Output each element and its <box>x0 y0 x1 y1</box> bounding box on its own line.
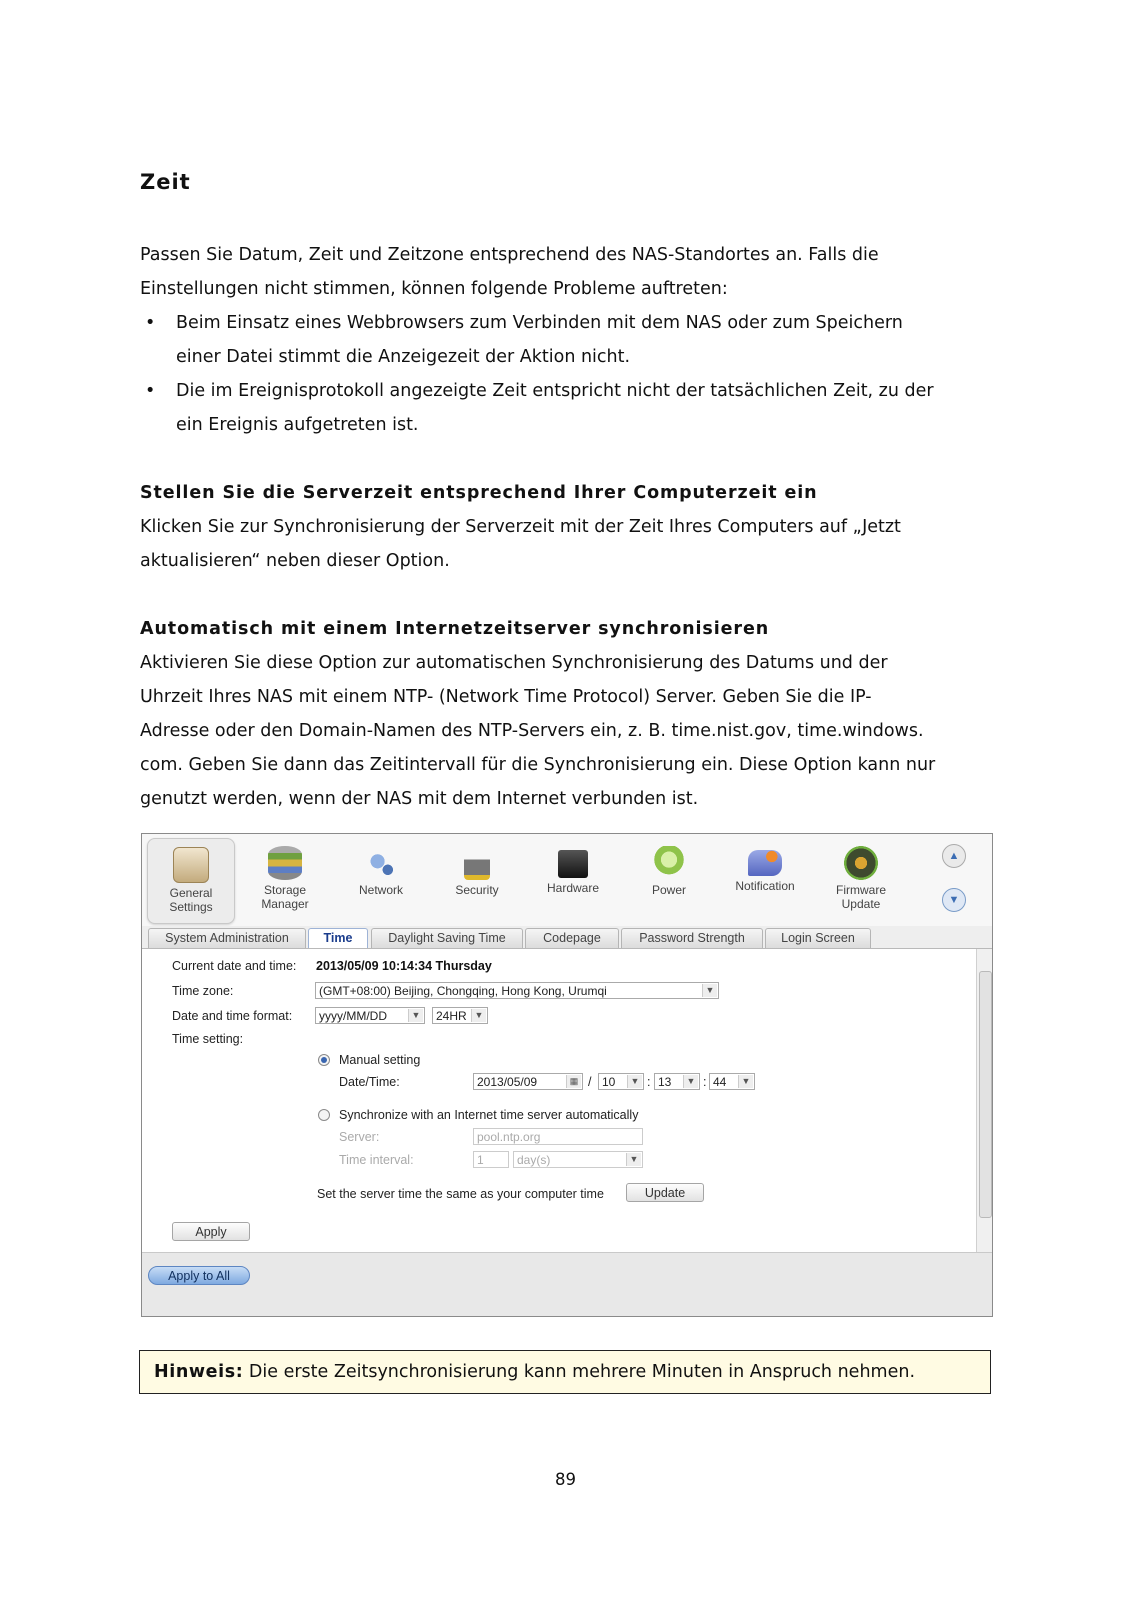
power-button[interactable] <box>626 838 712 922</box>
section-computer-time <box>140 476 992 578</box>
intro-paragraph <box>140 238 992 442</box>
second-select[interactable] <box>709 1073 755 1090</box>
section-line: Adresse oder den Domain-Namen des NTP-Servers ein, z. B. time.nist.gov, time.windows. <box>140 721 924 741</box>
timezone-value: (GMT+08:00) Beijing, Chongqing, Hong Kong, Urumqi <box>319 984 607 998</box>
apply-button[interactable]: Apply <box>172 1222 250 1241</box>
tab-login-screen[interactable]: Login Screen <box>765 928 871 948</box>
chevron-down-icon: ▼ <box>408 1009 423 1022</box>
time-setting-label: Time setting: <box>172 1032 244 1046</box>
apply-to-all-button[interactable]: Apply to All <box>148 1266 250 1285</box>
icon-label: Network <box>358 883 403 897</box>
separator: / <box>588 1075 592 1089</box>
scrollbar-thumb[interactable] <box>979 971 992 1218</box>
timezone-select[interactable] <box>315 982 719 999</box>
icon-label: General <box>169 886 213 900</box>
form-scrollbar[interactable] <box>976 949 993 1252</box>
server-label: Server: <box>339 1130 380 1144</box>
section-line: aktualisieren“ neben dieser Option. <box>140 551 450 571</box>
time-settings-screenshot <box>141 833 993 1317</box>
icon-label: Storage <box>263 883 307 897</box>
list-item-line: einer Datei stimmt die Anzeigezeit der Aktion nicht. <box>176 347 631 367</box>
chevron-down-icon: ▼ <box>626 1153 641 1166</box>
general-settings-icon <box>173 847 209 883</box>
interval-unit-value: day(s) <box>517 1153 551 1167</box>
tab-system-administration[interactable]: System Administration <box>148 928 306 948</box>
list-item-line: ein Ereignis aufgetreten ist. <box>176 415 419 435</box>
section-line: genutzt werden, wenn der NAS mit dem Internet verbunden ist. <box>140 789 699 809</box>
note-text: Die erste Zeitsynchronisierung kann mehrere Minuten in Anspruch nehmen. <box>243 1362 916 1382</box>
hour-select[interactable] <box>598 1073 644 1090</box>
note-label: Hinweis: <box>154 1362 244 1382</box>
notification-button[interactable] <box>722 838 808 922</box>
interval-input[interactable] <box>473 1151 509 1168</box>
page-title: Zeit <box>140 170 191 194</box>
chevron-down-icon: ▼ <box>948 894 960 906</box>
list-item-line: Beim Einsatz eines Webbrowsers zum Verbinden mit dem NAS oder zum Speichern <box>176 313 903 333</box>
hour-value: 10 <box>602 1075 616 1089</box>
icon-label: Security <box>455 883 499 897</box>
icon-label: Hardware <box>546 881 600 895</box>
icon-label: Notification <box>735 879 795 893</box>
note-box <box>139 1350 991 1394</box>
chevron-down-icon: ▼ <box>471 1009 486 1022</box>
timezone-label: Time zone: <box>172 984 234 998</box>
separator: : <box>647 1075 651 1089</box>
icon-label: Settings <box>169 900 213 914</box>
page-number: 89 <box>555 1470 576 1489</box>
update-button[interactable]: Update <box>626 1183 704 1202</box>
interval-label: Time interval: <box>339 1153 414 1167</box>
date-value: 2013/05/09 <box>477 1075 538 1089</box>
datetime-label: Date/Time: <box>339 1075 400 1089</box>
second-value: 44 <box>713 1075 727 1089</box>
intro-line: Einstellungen nicht stimmen, können folgende Probleme auftreten: <box>140 279 728 299</box>
network-button[interactable] <box>338 838 424 922</box>
section-heading: Stellen Sie die Serverzeit entsprechend Ihrer Computerzeit ein <box>140 483 818 503</box>
icon-label: Manager <box>261 897 309 911</box>
section-line: com. Geben Sie dann das Zeitintervall für die Synchronisierung ein. Diese Option kann nur <box>140 755 936 775</box>
tab-password-strength[interactable]: Password Strength <box>621 928 763 948</box>
interval-unit-select[interactable] <box>513 1151 643 1168</box>
chevron-down-icon: ▼ <box>738 1075 753 1088</box>
panel-footer <box>142 1252 992 1317</box>
time-format-value: 24HR <box>436 1009 467 1023</box>
separator: : <box>703 1075 707 1089</box>
sync-ntp-radio[interactable] <box>318 1109 330 1121</box>
icon-label: Update <box>841 897 881 911</box>
date-format-select[interactable] <box>315 1007 425 1024</box>
problem-list <box>140 306 992 442</box>
intro-line: Passen Sie Datum, Zeit und Zeitzone entsprechend des NAS-Standortes an. Falls die <box>140 245 879 265</box>
chevron-down-icon: ▼ <box>683 1075 698 1088</box>
chevron-down-icon: ▼ <box>702 984 717 997</box>
icon-label: Power <box>651 883 686 897</box>
icon-label: Firmware <box>836 883 886 897</box>
minute-value: 13 <box>658 1075 672 1089</box>
tab-time[interactable]: Time <box>308 928 368 948</box>
tab-daylight-saving-time[interactable]: Daylight Saving Time <box>371 928 523 948</box>
security-icon <box>464 846 490 880</box>
control-panel-iconbar <box>142 834 992 926</box>
hardware-button[interactable] <box>530 838 616 922</box>
date-input[interactable] <box>473 1073 583 1090</box>
scroll-up-button[interactable] <box>942 844 966 868</box>
security-button[interactable] <box>434 838 520 922</box>
date-format-value: yyyy/MM/DD <box>319 1009 387 1023</box>
network-icon <box>364 846 398 880</box>
settings-tabs <box>142 926 992 949</box>
general-settings-button[interactable] <box>147 838 235 924</box>
current-time-value: 2013/05/09 10:14:34 Thursday <box>316 959 492 973</box>
section-line: Uhrzeit Ihres NAS mit einem NTP- (Network Time Protocol) Server. Geben Sie die IP- <box>140 687 872 707</box>
scroll-down-button[interactable] <box>942 888 966 912</box>
interval-value: 1 <box>477 1153 484 1167</box>
format-label: Date and time format: <box>172 1009 293 1023</box>
minute-select[interactable] <box>654 1073 700 1090</box>
server-value: pool.ntp.org <box>477 1130 541 1144</box>
time-settings-form <box>142 949 976 1252</box>
storage-manager-icon <box>268 846 302 880</box>
manual-setting-radio[interactable] <box>318 1054 330 1066</box>
storage-manager-button[interactable] <box>242 838 328 922</box>
current-time-label: Current date and time: <box>172 959 297 973</box>
computer-time-label: Set the server time the same as your computer time <box>317 1187 604 1201</box>
notification-icon <box>748 850 782 876</box>
section-ntp <box>140 612 992 816</box>
hardware-icon <box>558 850 588 878</box>
section-line: Aktivieren Sie diese Option zur automatischen Synchronisierung des Datums und der <box>140 653 888 673</box>
power-icon <box>652 846 686 880</box>
tab-codepage[interactable]: Codepage <box>525 928 619 948</box>
list-item-line: Die im Ereignisprotokoll angezeigte Zeit entspricht nicht der tatsächlichen Zeit, zu der <box>176 381 934 401</box>
manual-setting-label: Manual setting <box>339 1053 421 1067</box>
list-item <box>140 374 992 442</box>
chevron-up-icon: ▲ <box>948 850 960 862</box>
time-format-select[interactable] <box>432 1007 488 1024</box>
firmware-update-button[interactable] <box>818 838 904 922</box>
section-line: Klicken Sie zur Synchronisierung der Serverzeit mit der Zeit Ihres Computers auf „Jetzt <box>140 517 901 537</box>
firmware-update-icon <box>844 846 878 880</box>
chevron-down-icon: ▼ <box>627 1075 642 1088</box>
calendar-icon[interactable]: ▦ <box>566 1075 581 1088</box>
sync-ntp-label: Synchronize with an Internet time server automatically <box>339 1108 639 1122</box>
list-item <box>140 306 992 374</box>
section-heading: Automatisch mit einem Internetzeitserver synchronisieren <box>140 619 770 639</box>
server-input[interactable] <box>473 1128 643 1145</box>
